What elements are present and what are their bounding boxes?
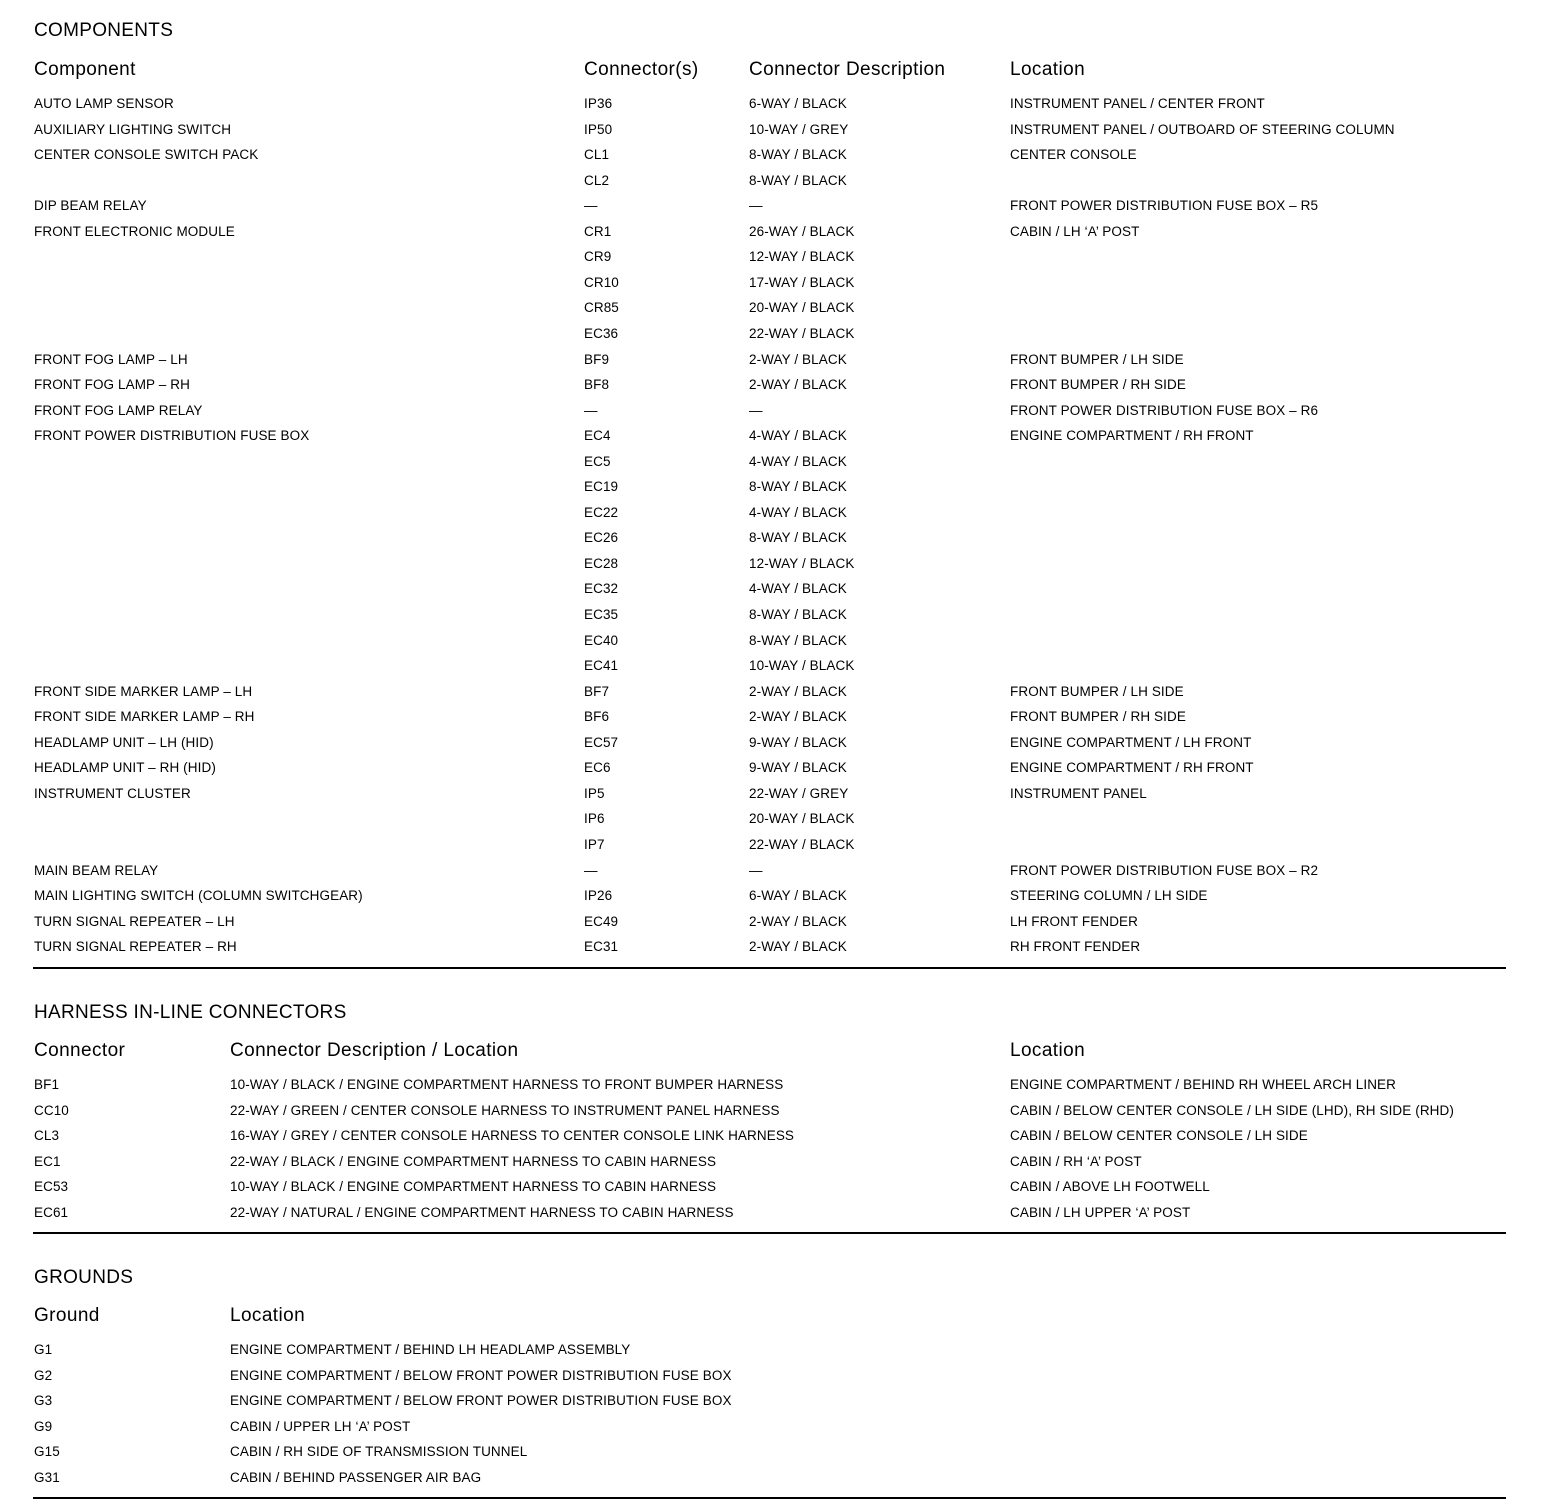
location-cell: CABIN / BELOW CENTER CONSOLE / LH SIDE: [1010, 1128, 1308, 1144]
connector-cell: IP50: [584, 121, 613, 137]
component-cell: CENTER CONSOLE SWITCH PACK: [34, 147, 259, 163]
table-row: [0, 122, 1568, 148]
table-row: [0, 658, 1568, 684]
table-row: [0, 198, 1568, 224]
table-row: [0, 479, 1568, 505]
ground-cell: G15: [34, 1444, 60, 1460]
location-cell: CABIN / BELOW CENTER CONSOLE / LH SIDE (LHD), RH SIDE (RHD): [1010, 1102, 1454, 1118]
connector-cell: IP7: [584, 836, 605, 852]
col-header-connectors: Connector(s): [584, 59, 699, 80]
connector-cell: EC57: [584, 734, 619, 750]
connector-cell: CR10: [584, 274, 619, 290]
table-row: [0, 1154, 1568, 1180]
connector-cell: EC19: [584, 479, 619, 495]
connector-cell: EC4: [584, 428, 611, 444]
col-header-connector-description: Connector Description: [749, 59, 946, 80]
col-header-location: Location: [1010, 1040, 1086, 1061]
location-cell: ENGINE COMPARTMENT / BEHIND LH HEADLAMP ASSEMBLY: [230, 1342, 631, 1357]
table-row: [0, 1342, 1568, 1368]
connector-description-cell: 2-WAY / BLACK: [749, 939, 847, 955]
location-cell: CABIN / LH ‘A’ POST: [1010, 223, 1140, 239]
connector-cell: CR9: [584, 249, 612, 265]
col-header-ground: Ground: [34, 1305, 100, 1326]
connector-cell: EC32: [584, 581, 619, 597]
location-cell: FRONT POWER DISTRIBUTION FUSE BOX – R6: [1010, 402, 1319, 418]
connector-description-cell: 2-WAY / BLACK: [749, 683, 847, 699]
connector-cell: IP6: [584, 811, 605, 827]
connector-cell: EC28: [584, 555, 619, 571]
component-cell: FRONT ELECTRONIC MODULE: [34, 223, 235, 239]
grounds-divider: [33, 1497, 1506, 1499]
table-row: [0, 326, 1568, 352]
location-cell: ENGINE COMPARTMENT / RH FRONT: [1010, 428, 1254, 444]
connector-description-cell: 9-WAY / BLACK: [749, 734, 847, 750]
location-cell: FRONT BUMPER / RH SIDE: [1010, 377, 1186, 393]
connector-cell: EC22: [584, 504, 619, 520]
connector-cell: CL1: [584, 147, 610, 163]
component-cell: FRONT FOG LAMP – LH: [34, 351, 188, 367]
table-row: [0, 811, 1568, 837]
connector-cell: EC61: [34, 1205, 69, 1220]
component-cell: HEADLAMP UNIT – LH (HID): [34, 734, 214, 750]
location-cell: CENTER CONSOLE: [1010, 147, 1137, 163]
connector-description-cell: 2-WAY / BLACK: [749, 377, 847, 393]
connector-description-cell: 22-WAY / GREY: [749, 785, 849, 801]
connector-cell: EC49: [584, 913, 619, 929]
table-row: [0, 224, 1568, 250]
location-cell: FRONT POWER DISTRIBUTION FUSE BOX – R2: [1010, 862, 1319, 878]
connector-description-cell: 8-WAY / BLACK: [749, 147, 847, 163]
ground-cell: G1: [34, 1342, 53, 1357]
table-row: [0, 275, 1568, 301]
connector-description-cell: 10-WAY / BLACK / ENGINE COMPARTMENT HARNESS TO CABIN HARNESS: [230, 1179, 717, 1195]
table-row: [0, 735, 1568, 761]
connector-cell: EC40: [584, 632, 619, 648]
grounds-section-title: GROUNDS: [34, 1267, 134, 1288]
location-cell: INSTRUMENT PANEL: [1010, 785, 1147, 801]
table-row: [0, 760, 1568, 786]
connector-description-cell: 4-WAY / BLACK: [749, 581, 847, 597]
table-row: [0, 1444, 1568, 1470]
connector-description-cell: 2-WAY / BLACK: [749, 913, 847, 929]
connector-description-cell: 22-WAY / NATURAL / ENGINE COMPARTMENT HARNESS TO CABIN HARNESS: [230, 1205, 734, 1220]
table-row: [0, 1419, 1568, 1445]
connector-cell: EC26: [584, 530, 619, 546]
connector-description-cell: 8-WAY / BLACK: [749, 172, 847, 188]
connector-cell: —: [584, 198, 598, 214]
table-row: [0, 684, 1568, 710]
component-cell: DIP BEAM RELAY: [34, 198, 147, 214]
connector-description-cell: —: [749, 198, 763, 214]
location-cell: STEERING COLUMN / LH SIDE: [1010, 888, 1208, 904]
component-cell: MAIN BEAM RELAY: [34, 862, 159, 878]
location-cell: CABIN / RH SIDE OF TRANSMISSION TUNNEL: [230, 1444, 528, 1460]
components-divider: [33, 967, 1506, 969]
connector-cell: BF8: [584, 377, 610, 393]
component-cell: AUXILIARY LIGHTING SWITCH: [34, 121, 232, 137]
connector-cell: IP36: [584, 96, 613, 111]
connector-cell: EC6: [584, 760, 611, 776]
connector-cell: EC31: [584, 939, 619, 955]
connector-cell: EC5: [584, 453, 611, 469]
component-cell: MAIN LIGHTING SWITCH (COLUMN SWITCHGEAR): [34, 888, 363, 904]
connector-description-cell: 8-WAY / BLACK: [749, 607, 847, 622]
connector-cell: CL2: [584, 172, 610, 188]
connector-description-cell: 4-WAY / BLACK: [749, 453, 847, 469]
connector-cell: BF9: [584, 351, 610, 367]
location-cell: LH FRONT FENDER: [1010, 913, 1139, 929]
location-cell: ENGINE COMPARTMENT / LH FRONT: [1010, 734, 1252, 750]
table-row: [0, 914, 1568, 940]
component-cell: TURN SIGNAL REPEATER – RH: [34, 939, 237, 955]
connector-cell: CL3: [34, 1128, 60, 1144]
connector-cell: CC10: [34, 1102, 69, 1118]
location-cell: CABIN / ABOVE LH FOOTWELL: [1010, 1179, 1210, 1195]
table-row: [0, 147, 1568, 173]
table-row: [0, 1103, 1568, 1129]
location-cell: CABIN / LH UPPER ‘A’ POST: [1010, 1205, 1191, 1220]
col-header-connector-description-location: Connector Description / Location: [230, 1040, 519, 1061]
connector-description-cell: —: [749, 402, 763, 418]
connector-cell: EC35: [584, 607, 619, 622]
table-row: [0, 888, 1568, 914]
connector-description-cell: 2-WAY / BLACK: [749, 709, 847, 725]
table-row: [0, 786, 1568, 812]
connector-description-cell: 16-WAY / GREY / CENTER CONSOLE HARNESS TO CENTER CONSOLE LINK HARNESS: [230, 1128, 795, 1144]
ground-cell: G9: [34, 1418, 53, 1434]
table-row: [0, 505, 1568, 531]
location-cell: ENGINE COMPARTMENT / BEHIND RH WHEEL ARCH LINER: [1010, 1077, 1397, 1092]
connector-description-cell: 8-WAY / BLACK: [749, 530, 847, 546]
connector-description-cell: 10-WAY / BLACK: [749, 658, 855, 674]
connector-cell: EC53: [34, 1179, 69, 1195]
table-row: [0, 403, 1568, 429]
location-cell: CABIN / BEHIND PASSENGER AIR BAG: [230, 1470, 482, 1485]
table-row: [0, 352, 1568, 378]
col-header-connector: Connector: [34, 1040, 126, 1061]
location-cell: FRONT BUMPER / LH SIDE: [1010, 683, 1184, 699]
connector-cell: BF6: [584, 709, 610, 725]
table-row: [0, 1077, 1568, 1103]
ground-cell: G2: [34, 1367, 53, 1383]
table-row: [0, 1368, 1568, 1394]
table-row: [0, 1205, 1568, 1231]
table-row: [0, 607, 1568, 633]
ground-cell: G3: [34, 1393, 53, 1409]
location-cell: FRONT POWER DISTRIBUTION FUSE BOX – R5: [1010, 198, 1319, 214]
connector-description-cell: 22-WAY / BLACK: [749, 325, 855, 341]
location-cell: INSTRUMENT PANEL / OUTBOARD OF STEERING COLUMN: [1010, 121, 1395, 137]
col-header-location: Location: [1010, 59, 1086, 80]
components-section-title: COMPONENTS: [34, 20, 174, 41]
col-header-location: Location: [230, 1305, 306, 1326]
connector-description-cell: 9-WAY / BLACK: [749, 760, 847, 776]
table-row: [0, 300, 1568, 326]
connector-description-cell: 6-WAY / BLACK: [749, 888, 847, 904]
connector-cell: CR85: [584, 300, 619, 316]
component-cell: FRONT FOG LAMP RELAY: [34, 402, 203, 418]
location-cell: CABIN / UPPER LH ‘A’ POST: [230, 1418, 411, 1434]
table-row: [0, 377, 1568, 403]
harness-section-title: HARNESS IN-LINE CONNECTORS: [34, 1002, 347, 1023]
connector-description-cell: 26-WAY / BLACK: [749, 223, 855, 239]
table-row: [0, 837, 1568, 863]
col-header-component: Component: [34, 59, 136, 80]
ground-cell: G31: [34, 1470, 60, 1485]
connector-description-cell: 8-WAY / BLACK: [749, 479, 847, 495]
connector-description-cell: 12-WAY / BLACK: [749, 249, 855, 265]
connector-description-cell: 22-WAY / BLACK: [749, 836, 855, 852]
table-row: [0, 249, 1568, 275]
connector-description-cell: 22-WAY / GREEN / CENTER CONSOLE HARNESS TO INSTRUMENT PANEL HARNESS: [230, 1102, 780, 1118]
table-row: [0, 581, 1568, 607]
connector-cell: IP5: [584, 785, 605, 801]
table-row: [0, 96, 1568, 122]
connector-description-cell: 4-WAY / BLACK: [749, 504, 847, 520]
connector-cell: BF7: [584, 683, 610, 699]
table-row: [0, 709, 1568, 735]
location-cell: FRONT BUMPER / RH SIDE: [1010, 709, 1186, 725]
location-cell: ENGINE COMPARTMENT / BELOW FRONT POWER DISTRIBUTION FUSE BOX: [230, 1367, 732, 1383]
connector-description-cell: 12-WAY / BLACK: [749, 555, 855, 571]
harness-divider: [33, 1232, 1506, 1234]
connector-description-cell: 22-WAY / BLACK / ENGINE COMPARTMENT HARNESS TO CABIN HARNESS: [230, 1153, 717, 1169]
connector-description-cell: 10-WAY / GREY: [749, 121, 849, 137]
table-row: [0, 454, 1568, 480]
table-row: [0, 939, 1568, 965]
table-row: [0, 633, 1568, 659]
location-cell: FRONT BUMPER / LH SIDE: [1010, 351, 1184, 367]
connector-cell: CR1: [584, 223, 612, 239]
table-row: [0, 1128, 1568, 1154]
connector-description-cell: 20-WAY / BLACK: [749, 811, 855, 827]
connector-description-cell: 20-WAY / BLACK: [749, 300, 855, 316]
connector-description-cell: 2-WAY / BLACK: [749, 351, 847, 367]
connector-cell: EC1: [34, 1153, 61, 1169]
connector-cell: EC36: [584, 325, 619, 341]
table-row: [0, 428, 1568, 454]
component-cell: FRONT SIDE MARKER LAMP – LH: [34, 683, 253, 699]
connector-description-cell: 17-WAY / BLACK: [749, 274, 855, 290]
component-cell: AUTO LAMP SENSOR: [34, 96, 174, 111]
connector-description-cell: 10-WAY / BLACK / ENGINE COMPARTMENT HARNESS TO FRONT BUMPER HARNESS: [230, 1077, 784, 1092]
table-row: [0, 173, 1568, 199]
table-row: [0, 863, 1568, 889]
table-row: [0, 1393, 1568, 1419]
location-cell: ENGINE COMPARTMENT / BELOW FRONT POWER DISTRIBUTION FUSE BOX: [230, 1393, 732, 1409]
component-cell: FRONT FOG LAMP – RH: [34, 377, 190, 393]
location-cell: RH FRONT FENDER: [1010, 939, 1141, 955]
table-row: [0, 556, 1568, 582]
table-row: [0, 1470, 1568, 1496]
connector-cell: —: [584, 862, 598, 878]
connector-description-cell: —: [749, 862, 763, 878]
connector-cell: IP26: [584, 888, 613, 904]
component-cell: FRONT SIDE MARKER LAMP – RH: [34, 709, 255, 725]
table-row: [0, 530, 1568, 556]
connector-description-cell: 6-WAY / BLACK: [749, 96, 847, 111]
location-cell: INSTRUMENT PANEL / CENTER FRONT: [1010, 96, 1265, 111]
connector-cell: —: [584, 402, 598, 418]
component-cell: HEADLAMP UNIT – RH (HID): [34, 760, 216, 776]
connector-description-cell: 4-WAY / BLACK: [749, 428, 847, 444]
location-cell: ENGINE COMPARTMENT / RH FRONT: [1010, 760, 1254, 776]
connector-cell: BF1: [34, 1077, 60, 1092]
connector-description-cell: 8-WAY / BLACK: [749, 632, 847, 648]
table-row: [0, 1179, 1568, 1205]
component-cell: INSTRUMENT CLUSTER: [34, 785, 191, 801]
location-cell: CABIN / RH ‘A’ POST: [1010, 1153, 1142, 1169]
component-cell: TURN SIGNAL REPEATER – LH: [34, 913, 235, 929]
connector-cell: EC41: [584, 658, 619, 674]
component-cell: FRONT POWER DISTRIBUTION FUSE BOX: [34, 428, 310, 444]
